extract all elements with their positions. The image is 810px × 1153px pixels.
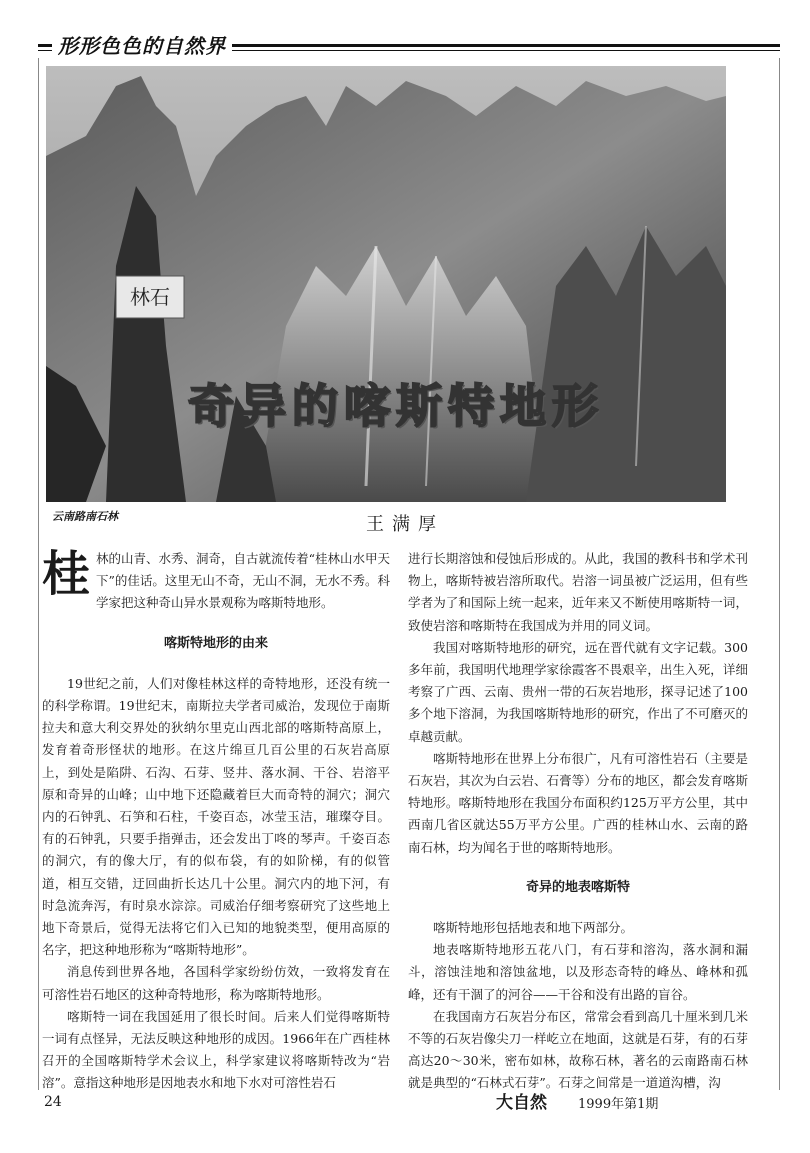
magazine-name: 大自然	[496, 1093, 547, 1113]
paragraph: 喀斯特地形在世界上分布很广，凡有可溶性岩石（主要是石灰岩，其次为白云岩、石膏等）分布的地区，都会发育喀斯特地形。喀斯特地形在我国分布面积约125万平方公里，其中西南几省区就达55万平方公里。广西的桂林山水、云南的路南石林，均为闻名于世的喀斯特地形。	[408, 750, 748, 855]
intro-text: 林的山青、水秀、洞奇，自古就流传着“桂林山水甲天下”的佳话。这里无山不奇，无山不洞，无水不秀。科学家把这种奇山异水景观称为喀斯特地形。	[96, 551, 390, 611]
paragraph: 地表喀斯特地形五花八门，有石芽和溶沟，落水洞和漏斗，溶蚀洼地和溶蚀盆地，以及形态奇特的峰丛、峰林和孤峰，还有干涸了的河谷——干谷和没有出路的盲谷。	[408, 942, 748, 1002]
stone-sign-text: 林石	[130, 285, 170, 309]
section-heading-origin: 喀斯特地形的由来	[163, 635, 268, 651]
stone-forest-illustration	[46, 66, 726, 502]
section-heading-surface: 奇异的地表喀斯特	[525, 879, 630, 895]
page-number: 24	[44, 1094, 62, 1110]
right-column	[408, 548, 748, 1095]
paragraph: 进行长期溶蚀和侵蚀后形成的。从此，我国的教科书和学术刊物上，喀斯特被岩溶所取代。岩溶一词虽被广泛运用，但有些学者为了和国际上统一起来，近年来又不断使用喀斯特一词，致使岩溶和喀斯特在我国成为并用的同义词。	[408, 551, 748, 633]
drop-cap: 桂	[42, 546, 91, 602]
paragraph: 消息传到世界各地，各国科学家纷纷仿效，一致将发育在可溶性岩石地区的这种奇特地形，称为喀斯特地形。	[42, 964, 390, 1002]
article-title: 奇异的喀斯特地形	[188, 379, 604, 433]
paragraph: 19世纪之前，人们对像桂林这样的奇特地形，还没有统一的科学称谓。19世纪末，南斯拉夫学者司威治，发现位于南斯拉夫和意大利交界处的狄纳尔里克山西北部的喀斯特高原上，发育着奇形怪状的地形。在这片绵亘几百公里的石灰岩高原上，到处是陷阱、石沟、石芽、竖井、落水洞、干谷、岩溶平原和奇异的山峰；山中地下还隐藏着巨大而奇特的洞穴；洞穴内的石钟乳、石笋和石柱，千姿百态，冰莹玉洁，璀璨夺目。有的石钟乳，只要手指弹击，还会发出丁咚的琴声。千姿百态的洞穴，有的像大厅，有的似布袋，有的如阶梯，有的似管道，相互交错，迂回曲折长达几十公里。洞穴内的地下河，有时急流奔泻，有时泉水淙淙。司威治仔细考察研究了这些地上地下奇景后，觉得无法将它们入已知的地貌类型，便用高原的名字，把这种地形称为“喀斯特地形”。	[42, 675, 390, 958]
intro-paragraph	[42, 548, 390, 615]
paragraph: 喀斯特地形包括地表和地下两部分。	[433, 920, 634, 936]
stone-forest-photo	[46, 66, 726, 502]
paragraph: 我国对喀斯特地形的研究，远在晋代就有文字记载。300多年前，我国明代地理学家徐霞客不畏艰辛，出生入死，详细考察了广西、云南、贵州一带的石灰岩地形，探寻记述了100多个地下溶洞，为我国喀斯特地形的研究，作出了不可磨灭的卓越贡献。	[408, 639, 748, 744]
photo-caption: 云南路南石林	[52, 510, 118, 523]
section-header	[38, 30, 780, 60]
paragraph: 在我国南方石灰岩分布区，常常会看到高几十厘米到几米不等的石灰岩像尖刀一样屹立在地面，这就是石芽，有的石芽高达20～30米，密布如林，故称石林，著名的云南路南石林就是典型的“石林式石芽”。石芽之间常是一道道沟槽，沟	[408, 1008, 748, 1091]
paragraph: 喀斯特一词在我国延用了很长时间。后来人们觉得喀斯特一词有点怪异，无法反映这种地形的成因。1966年在广西桂林召开的全国喀斯特学术会议上，科学家建议将喀斯特改为“岩溶”。意指这种地形是因地表水和地下水对可溶性岩石	[42, 1008, 390, 1091]
left-column	[42, 548, 390, 1095]
author-byline: 王满厚	[366, 514, 444, 535]
issue-label: 1999年第1期	[578, 1097, 659, 1112]
section-title: 形形色色的自然界	[52, 30, 232, 59]
